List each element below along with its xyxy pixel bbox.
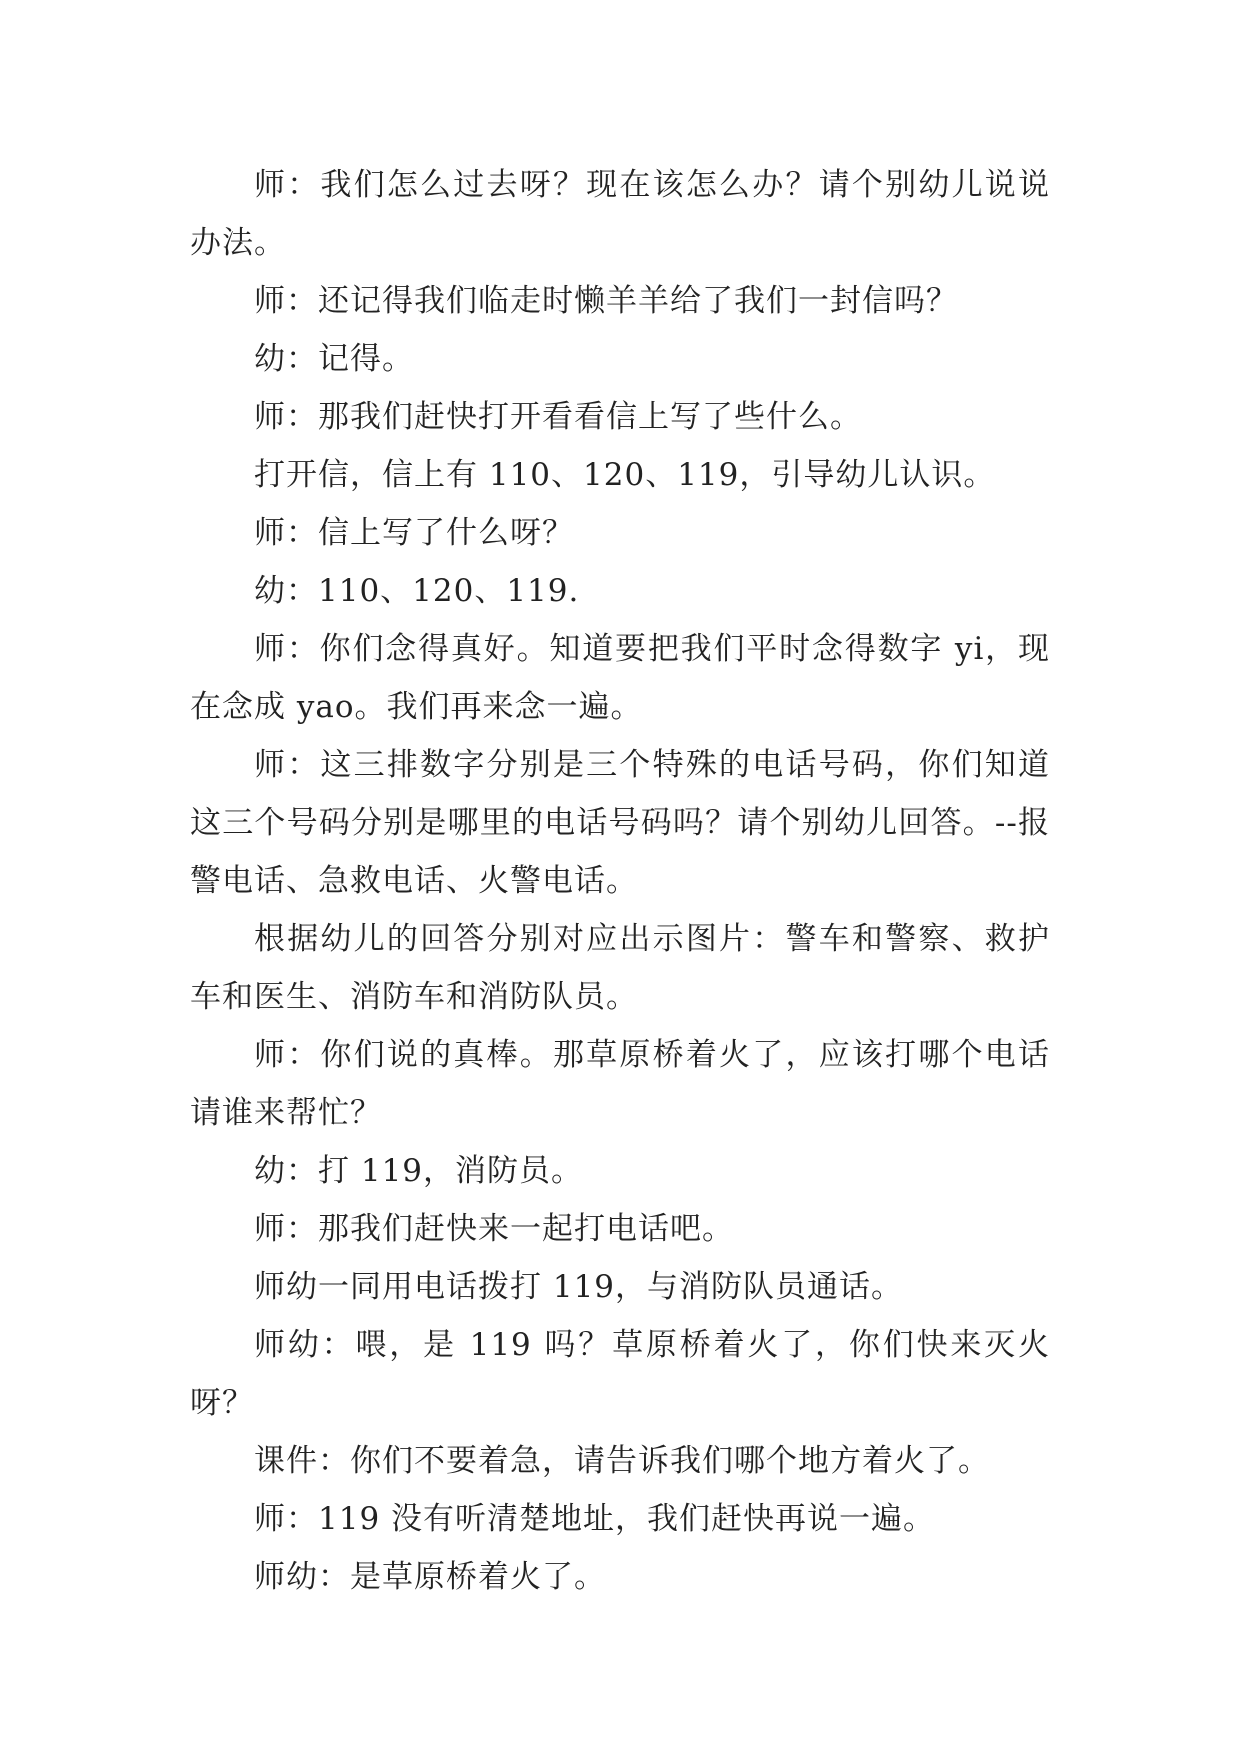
- paragraph: 幼：110、120、119.: [254, 573, 580, 609]
- paragraph: 师：那我们赶快来一起打电话吧。: [254, 1211, 734, 1247]
- document-body: [190, 156, 1050, 1606]
- paragraph: 师：119 没有听清楚地址，我们赶快再说一遍。: [254, 1501, 936, 1537]
- paragraph: 师幼一同用电话拨打 119，与消防队员通话。: [254, 1269, 904, 1305]
- paragraph: 根据幼儿的回答分别对应出示图片：警车和警察、救护车和医生、消防车和消防队员。: [190, 921, 1050, 1015]
- paragraph: 师：还记得我们临走时懒羊羊给了我们一封信吗？: [254, 283, 958, 319]
- paragraph: 师：你们念得真好。知道要把我们平时念得数字 yi，现在念成 yao。我们再来念一遍。: [190, 631, 1050, 725]
- paragraph: 师：这三排数字分别是三个特殊的电话号码，你们知道这三个号码分别是哪里的电话号码吗？请个别幼儿回答。--报警电话、急救电话、火警电话。: [190, 747, 1050, 899]
- paragraph: 师幼：是草原桥着火了。: [254, 1559, 606, 1595]
- paragraph: 师：我们怎么过去呀？现在该怎么办？请个别幼儿说说办法。: [190, 167, 1050, 261]
- paragraph: 课件：你们不要着急，请告诉我们哪个地方着火了。: [254, 1443, 990, 1479]
- paragraph: 师：你们说的真棒。那草原桥着火了，应该打哪个电话请谁来帮忙？: [190, 1037, 1050, 1131]
- paragraph: 打开信，信上有 110、120、119，引导幼儿认识。: [254, 457, 996, 493]
- paragraph: 师：那我们赶快打开看看信上写了些什么。: [254, 399, 862, 435]
- paragraph: 师幼：喂，是 119 吗？草原桥着火了，你们快来灭火呀？: [190, 1327, 1050, 1421]
- paragraph: 幼：记得。: [254, 341, 414, 377]
- paragraph: 幼：打 119，消防员。: [254, 1153, 584, 1189]
- paragraph: 师：信上写了什么呀？: [254, 515, 574, 551]
